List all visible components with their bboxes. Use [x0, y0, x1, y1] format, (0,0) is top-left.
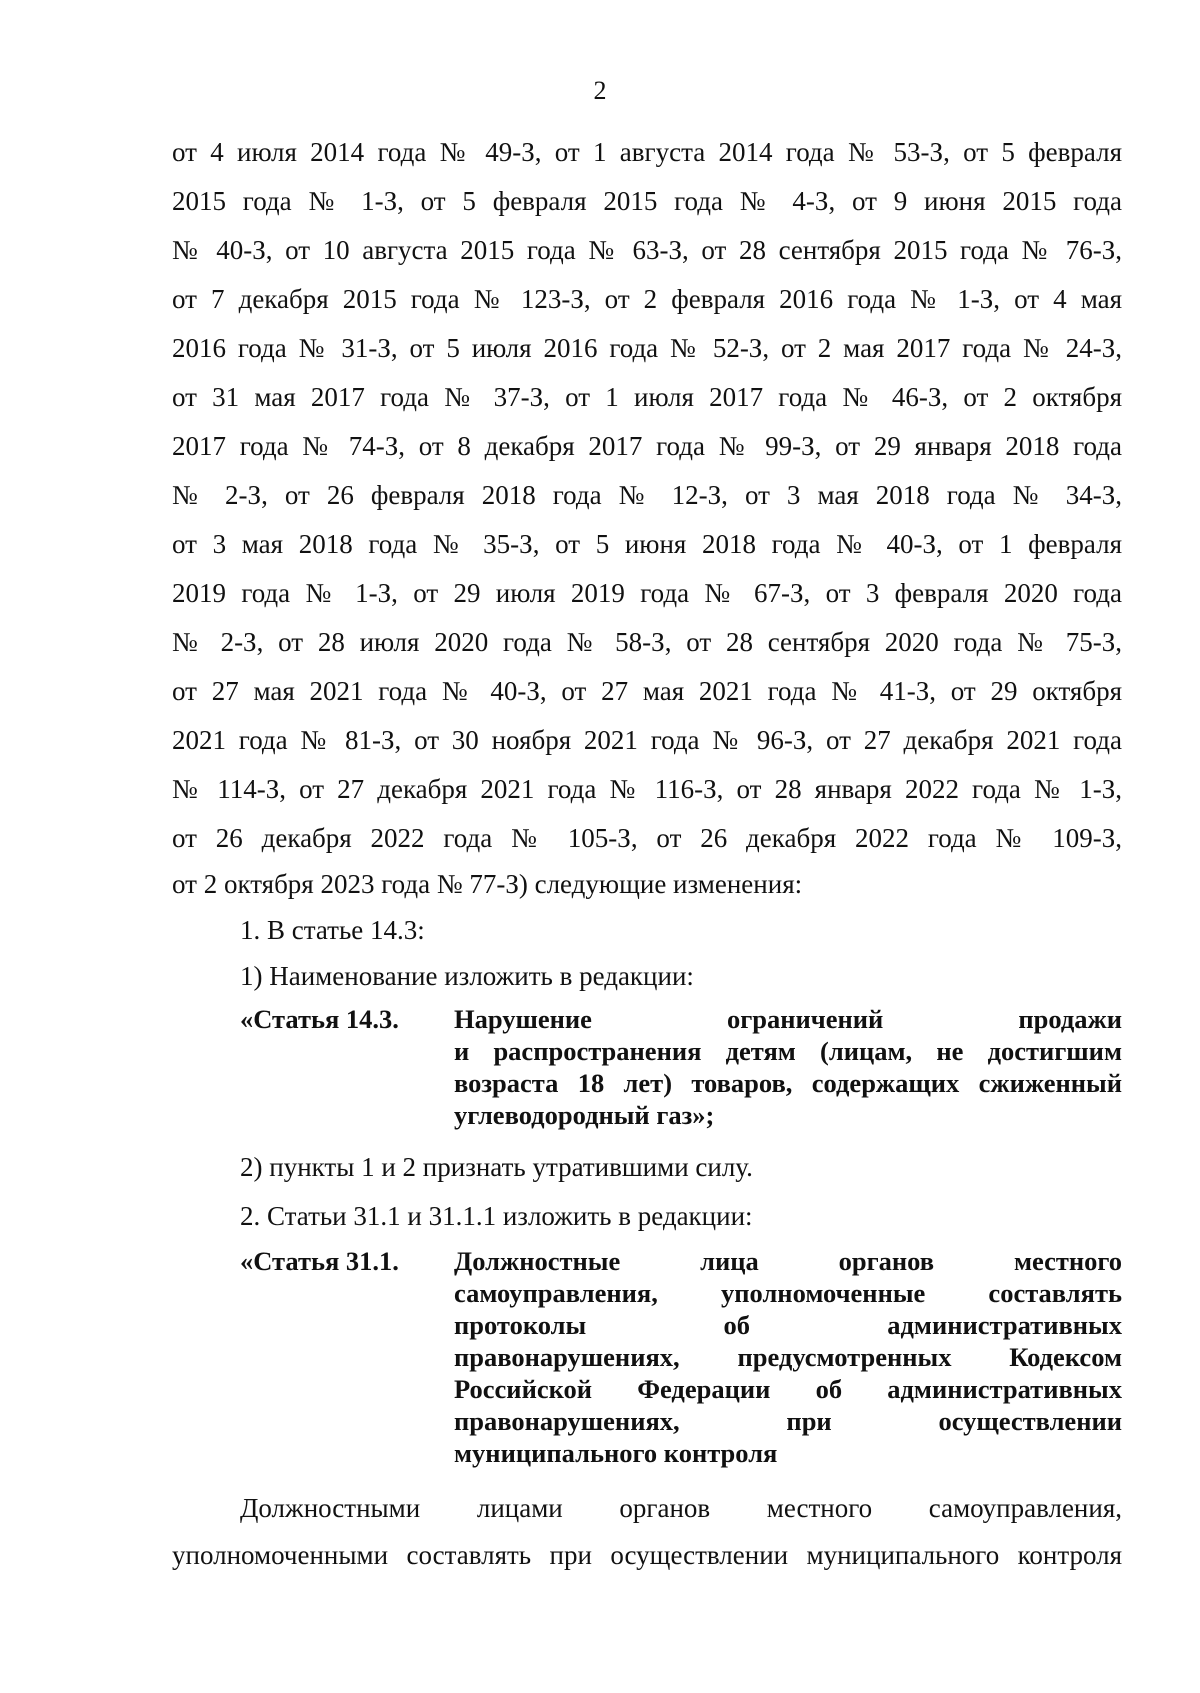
item-1-subitem-2: 2) пункты 1 и 2 признать утратившими силу. [240, 1152, 753, 1182]
title-line: Российской Федерации об административных [454, 1374, 1122, 1404]
text-line: от 3 мая 2018 года № 35-З, от 5 июня 2018 года № 40-З, от 1 февраля [172, 529, 1122, 559]
page-number: 2 [593, 76, 607, 105]
title-line: возраста 18 лет) товаров, содержащих сжиженный [454, 1068, 1122, 1098]
article-title [454, 1003, 1122, 1131]
article-title [454, 1245, 1122, 1469]
item-1-subitem-1: 1) Наименование изложить в редакции: [240, 961, 694, 991]
body-paragraph [172, 1485, 1122, 1579]
article-label: «Статья 31.1. [240, 1246, 399, 1276]
text-line: 2016 года № 31-З, от 5 июля 2016 года № 52-З, от 2 мая 2017 года № 24-З, [172, 333, 1122, 363]
title-line: Нарушение ограничений продажи [454, 1004, 1122, 1034]
text-line: № 2-З, от 28 июля 2020 года № 58-З, от 28 сентября 2020 года № 75-З, [172, 627, 1122, 657]
title-line: правонарушениях, предусмотренных Кодексом [454, 1342, 1122, 1372]
text-line: 2019 года № 1-З, от 29 июля 2019 года № 67-З, от 3 февраля 2020 года [172, 578, 1122, 608]
text-line: № 2-З, от 26 февраля 2018 года № 12-З, от 3 мая 2018 года № 34-З, [172, 480, 1122, 510]
item-2-heading: 2. Статьи 31.1 и 31.1.1 изложить в редакции: [240, 1201, 753, 1231]
title-line: муниципального контроля [454, 1438, 778, 1468]
text-line: от 27 мая 2021 года № 40-З, от 27 мая 2021 года № 41-З, от 29 октября [172, 676, 1122, 706]
amendment-list [172, 128, 1122, 863]
title-line: протоколы об административных [454, 1310, 1122, 1340]
text-line: 2017 года № 74-З, от 8 декабря 2017 года № 99-З, от 29 января 2018 года [172, 431, 1122, 461]
title-line: Должностные лица органов местного [454, 1246, 1122, 1276]
text-line: от 31 мая 2017 года № 37-З, от 1 июля 2017 года № 46-З, от 2 октября [172, 382, 1122, 412]
text-line [172, 1485, 1122, 1532]
text-line: 2021 года № 81-З, от 30 ноября 2021 года № 96-З, от 27 декабря 2021 года [172, 725, 1122, 755]
text-line: от 26 декабря 2022 года № 105-З, от 26 декабря 2022 года № 109-З, [172, 823, 1122, 853]
text-line: уполномоченными составлять при осуществлении муниципального контроля [172, 1540, 1122, 1570]
text-line: от 4 июля 2014 года № 49-З, от 1 августа 2014 года № 53-З, от 5 февраля [172, 137, 1122, 167]
title-line: правонарушениях, при осуществлении [454, 1406, 1122, 1436]
amendment-list-last-line: от 2 октября 2023 года № 77-З) следующие изменения: [172, 869, 803, 899]
text-line: № 114-З, от 27 декабря 2021 года № 116-З, от 28 января 2022 года № 1-З, [172, 774, 1122, 804]
title-line: самоуправления, уполномоченные составлять [454, 1278, 1122, 1308]
text-line: 2015 года № 1-З, от 5 февраля 2015 года № 4-З, от 9 июня 2015 года [172, 186, 1122, 216]
text-line: от 7 декабря 2015 года № 123-З, от 2 февраля 2016 года № 1-З, от 4 мая [172, 284, 1122, 314]
text-line: № 40-З, от 10 августа 2015 года № 63-З, от 28 сентября 2015 года № 76-З, [172, 235, 1122, 265]
article-label: «Статья 14.3. [240, 1004, 399, 1034]
title-line: углеводородный газ»; [454, 1100, 715, 1130]
item-1-heading: 1. В статье 14.3: [240, 915, 425, 945]
title-line: и распространения детям (лицам, не достигшим [454, 1036, 1122, 1066]
text-line-content: Должностными лицами органов местного самоуправления, [240, 1493, 1122, 1523]
